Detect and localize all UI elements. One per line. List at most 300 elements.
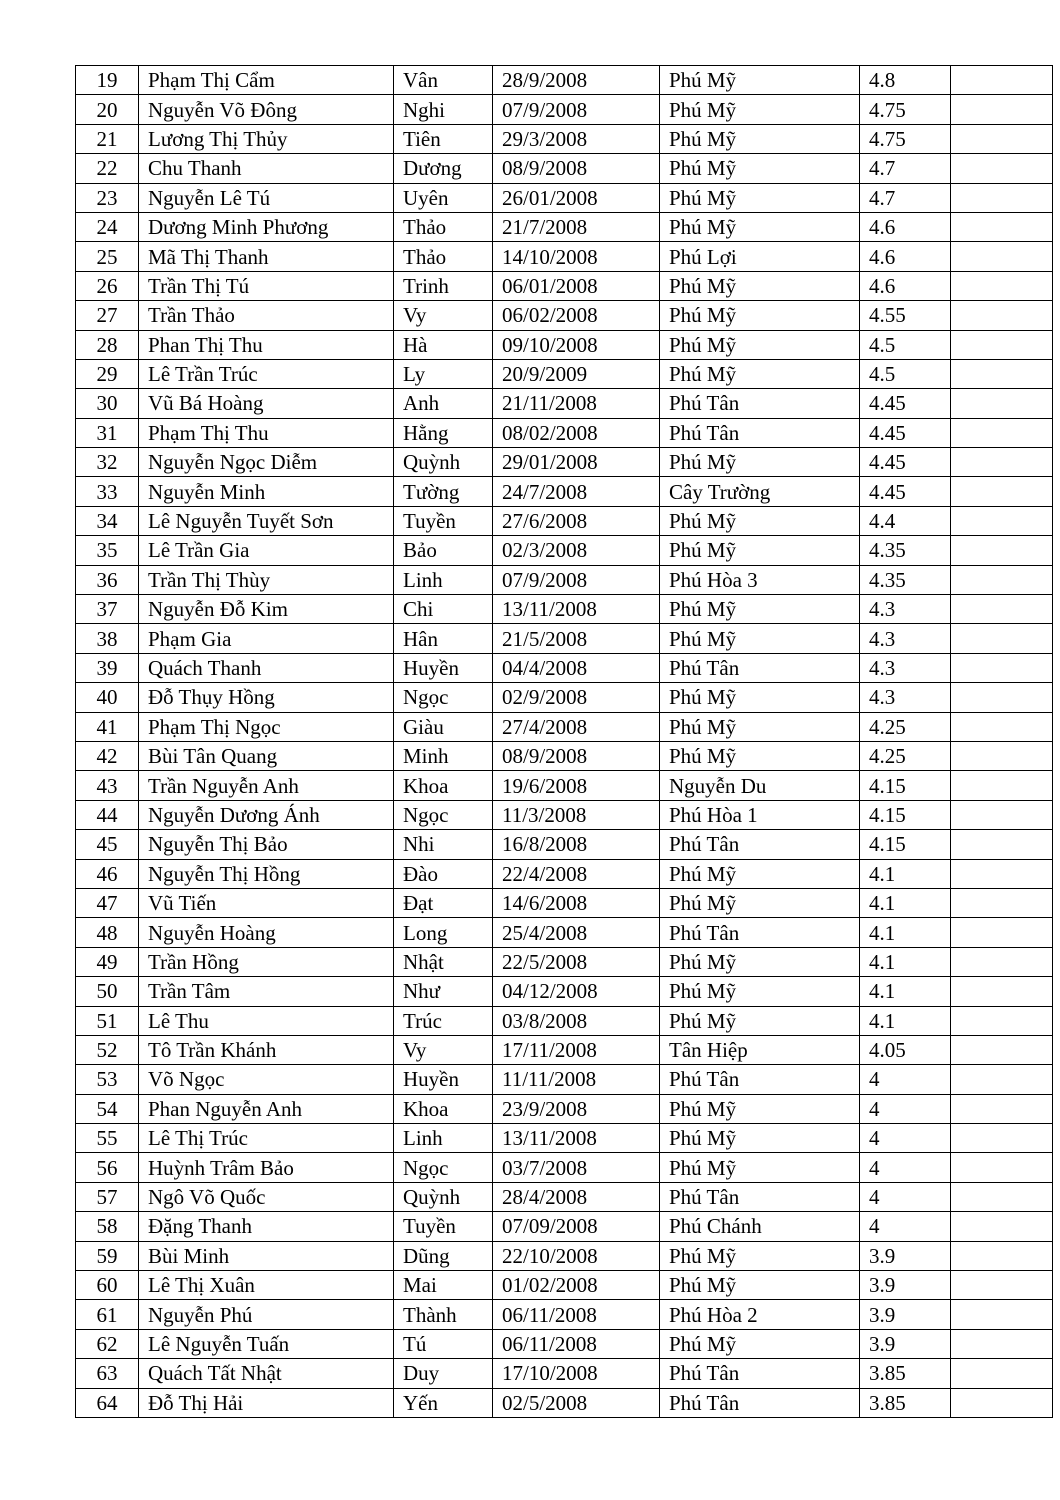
cell-truong: Phú Mỹ — [660, 66, 860, 95]
cell-diem: 3.85 — [860, 1388, 951, 1417]
cell-stt: 40 — [76, 683, 139, 712]
cell-ho-lot: Trần Hồng — [139, 947, 394, 976]
cell-ghi-chu — [951, 595, 1053, 624]
table-row — [76, 1212, 1053, 1241]
cell-ghi-chu — [951, 154, 1053, 183]
cell-truong: Phú Tân — [660, 418, 860, 447]
cell-ho-lot: Trần Tâm — [139, 977, 394, 1006]
cell-ghi-chu — [951, 1300, 1053, 1329]
cell-diem: 4.35 — [860, 565, 951, 594]
cell-ten: Đạt — [394, 888, 493, 917]
cell-diem: 4 — [860, 1212, 951, 1241]
cell-ho-lot: Ngô Võ Quốc — [139, 1182, 394, 1211]
cell-diem: 3.9 — [860, 1271, 951, 1300]
cell-stt: 30 — [76, 389, 139, 418]
table-row — [76, 271, 1053, 300]
cell-ho-lot: Lê Thu — [139, 1006, 394, 1035]
cell-diem: 4 — [860, 1124, 951, 1153]
table-row — [76, 683, 1053, 712]
cell-ho-lot: Nguyễn Thị Bảo — [139, 830, 394, 859]
cell-ten: Linh — [394, 1124, 493, 1153]
cell-ngay-sinh: 21/7/2008 — [493, 212, 660, 241]
cell-ten: Trinh — [394, 271, 493, 300]
table-row — [76, 888, 1053, 917]
cell-ghi-chu — [951, 888, 1053, 917]
cell-ngay-sinh: 02/5/2008 — [493, 1388, 660, 1417]
table-row — [76, 1388, 1053, 1417]
cell-ghi-chu — [951, 506, 1053, 535]
table-row — [76, 1182, 1053, 1211]
table-row — [76, 301, 1053, 330]
cell-ngay-sinh: 14/6/2008 — [493, 888, 660, 917]
cell-truong: Phú Tân — [660, 653, 860, 682]
cell-stt: 32 — [76, 448, 139, 477]
cell-ten: Mai — [394, 1271, 493, 1300]
cell-ten: Linh — [394, 565, 493, 594]
table-row — [76, 712, 1053, 741]
cell-ngay-sinh: 06/01/2008 — [493, 271, 660, 300]
cell-stt: 62 — [76, 1329, 139, 1358]
cell-diem: 4.3 — [860, 595, 951, 624]
cell-diem: 3.9 — [860, 1329, 951, 1358]
table-row — [76, 859, 1053, 888]
cell-ghi-chu — [951, 918, 1053, 947]
cell-truong: Phú Chánh — [660, 1212, 860, 1241]
cell-ghi-chu — [951, 1271, 1053, 1300]
cell-diem: 4.1 — [860, 1006, 951, 1035]
cell-ten: Tiên — [394, 124, 493, 153]
table-row — [76, 918, 1053, 947]
cell-diem: 4.15 — [860, 830, 951, 859]
cell-ho-lot: Trần Thị Tú — [139, 271, 394, 300]
cell-truong: Phú Hòa 1 — [660, 800, 860, 829]
cell-diem: 4.35 — [860, 536, 951, 565]
cell-truong: Phú Mỹ — [660, 859, 860, 888]
table-row — [76, 1241, 1053, 1270]
cell-ghi-chu — [951, 95, 1053, 124]
cell-stt: 35 — [76, 536, 139, 565]
table-row — [76, 124, 1053, 153]
cell-ngay-sinh: 07/9/2008 — [493, 95, 660, 124]
cell-diem: 4.15 — [860, 771, 951, 800]
cell-stt: 28 — [76, 330, 139, 359]
cell-ho-lot: Lê Thị Trúc — [139, 1124, 394, 1153]
cell-ten: Huyền — [394, 1065, 493, 1094]
cell-diem: 4.1 — [860, 859, 951, 888]
cell-truong: Phú Mỹ — [660, 359, 860, 388]
cell-ten: Vân — [394, 66, 493, 95]
cell-ten: Như — [394, 977, 493, 1006]
cell-ho-lot: Phan Thị Thu — [139, 330, 394, 359]
cell-diem: 4 — [860, 1094, 951, 1123]
cell-ho-lot: Nguyễn Ngọc Diễm — [139, 448, 394, 477]
cell-stt: 24 — [76, 212, 139, 241]
cell-truong: Phú Tân — [660, 1065, 860, 1094]
table-row — [76, 66, 1053, 95]
cell-ngay-sinh: 08/9/2008 — [493, 741, 660, 770]
cell-diem: 3.9 — [860, 1241, 951, 1270]
cell-ghi-chu — [951, 124, 1053, 153]
table-row — [76, 624, 1053, 653]
cell-ten: Ngọc — [394, 683, 493, 712]
cell-diem: 4.1 — [860, 918, 951, 947]
cell-diem: 4.1 — [860, 888, 951, 917]
cell-stt: 61 — [76, 1300, 139, 1329]
cell-ho-lot: Nguyễn Minh — [139, 477, 394, 506]
cell-ghi-chu — [951, 800, 1053, 829]
cell-truong: Phú Mỹ — [660, 154, 860, 183]
cell-diem: 4.55 — [860, 301, 951, 330]
table-row — [76, 977, 1053, 1006]
cell-ho-lot: Nguyễn Phú — [139, 1300, 394, 1329]
cell-stt: 51 — [76, 1006, 139, 1035]
table-row — [76, 1124, 1053, 1153]
cell-ghi-chu — [951, 1359, 1053, 1388]
cell-ngay-sinh: 27/6/2008 — [493, 506, 660, 535]
cell-truong: Phú Mỹ — [660, 95, 860, 124]
cell-ghi-chu — [951, 1153, 1053, 1182]
cell-diem: 4.7 — [860, 154, 951, 183]
cell-ghi-chu — [951, 1094, 1053, 1123]
cell-stt: 58 — [76, 1212, 139, 1241]
cell-ten: Uyên — [394, 183, 493, 212]
cell-ghi-chu — [951, 683, 1053, 712]
cell-diem: 4.45 — [860, 389, 951, 418]
cell-truong: Phú Mỹ — [660, 683, 860, 712]
table-row — [76, 565, 1053, 594]
cell-truong: Nguyễn Du — [660, 771, 860, 800]
cell-ngay-sinh: 04/12/2008 — [493, 977, 660, 1006]
cell-truong: Phú Mỹ — [660, 712, 860, 741]
cell-ngay-sinh: 17/11/2008 — [493, 1035, 660, 1064]
cell-ho-lot: Lê Trần Gia — [139, 536, 394, 565]
cell-truong: Phú Hòa 3 — [660, 565, 860, 594]
cell-ten: Ly — [394, 359, 493, 388]
cell-stt: 54 — [76, 1094, 139, 1123]
cell-ghi-chu — [951, 1006, 1053, 1035]
table-row — [76, 389, 1053, 418]
cell-ho-lot: Quách Tất Nhật — [139, 1359, 394, 1388]
cell-ngay-sinh: 01/02/2008 — [493, 1271, 660, 1300]
table-row — [76, 595, 1053, 624]
cell-ghi-chu — [951, 1388, 1053, 1417]
cell-ngay-sinh: 07/9/2008 — [493, 565, 660, 594]
cell-ghi-chu — [951, 301, 1053, 330]
cell-ghi-chu — [951, 653, 1053, 682]
cell-diem: 4.8 — [860, 66, 951, 95]
cell-stt: 50 — [76, 977, 139, 1006]
cell-ho-lot: Tô Trần Khánh — [139, 1035, 394, 1064]
cell-truong: Phú Lợi — [660, 242, 860, 271]
cell-truong: Phú Mỹ — [660, 1241, 860, 1270]
cell-ten: Dũng — [394, 1241, 493, 1270]
cell-truong: Phú Mỹ — [660, 448, 860, 477]
cell-stt: 47 — [76, 888, 139, 917]
cell-diem: 4.75 — [860, 95, 951, 124]
cell-ghi-chu — [951, 859, 1053, 888]
cell-ghi-chu — [951, 565, 1053, 594]
cell-diem: 4.6 — [860, 242, 951, 271]
table-row — [76, 183, 1053, 212]
cell-ho-lot: Nguyễn Đỗ Kim — [139, 595, 394, 624]
cell-ngay-sinh: 29/3/2008 — [493, 124, 660, 153]
cell-ho-lot: Nguyễn Thị Hồng — [139, 859, 394, 888]
cell-ghi-chu — [951, 741, 1053, 770]
cell-ghi-chu — [951, 1065, 1053, 1094]
cell-truong: Phú Hòa 2 — [660, 1300, 860, 1329]
cell-stt: 29 — [76, 359, 139, 388]
cell-ho-lot: Phan Nguyễn Anh — [139, 1094, 394, 1123]
cell-diem: 4.05 — [860, 1035, 951, 1064]
cell-ngay-sinh: 08/02/2008 — [493, 418, 660, 447]
cell-ghi-chu — [951, 477, 1053, 506]
cell-ho-lot: Vũ Tiến — [139, 888, 394, 917]
cell-ten: Quỳnh — [394, 448, 493, 477]
cell-ten: Dương — [394, 154, 493, 183]
cell-ngay-sinh: 13/11/2008 — [493, 1124, 660, 1153]
cell-diem: 4.6 — [860, 212, 951, 241]
cell-ten: Bảo — [394, 536, 493, 565]
cell-ghi-chu — [951, 418, 1053, 447]
cell-truong: Phú Mỹ — [660, 506, 860, 535]
cell-ghi-chu — [951, 947, 1053, 976]
cell-diem: 4.6 — [860, 271, 951, 300]
table-row — [76, 448, 1053, 477]
cell-truong: Phú Mỹ — [660, 977, 860, 1006]
cell-diem: 4.45 — [860, 418, 951, 447]
cell-ngay-sinh: 27/4/2008 — [493, 712, 660, 741]
cell-ten: Đào — [394, 859, 493, 888]
cell-ngay-sinh: 06/02/2008 — [493, 301, 660, 330]
cell-stt: 31 — [76, 418, 139, 447]
table-row — [76, 653, 1053, 682]
cell-ghi-chu — [951, 1212, 1053, 1241]
table-row — [76, 800, 1053, 829]
cell-ten: Chi — [394, 595, 493, 624]
cell-ho-lot: Nguyễn Lê Tú — [139, 183, 394, 212]
cell-ten: Tuyền — [394, 506, 493, 535]
cell-diem: 4.3 — [860, 624, 951, 653]
table-row — [76, 1006, 1053, 1035]
cell-ngay-sinh: 06/11/2008 — [493, 1300, 660, 1329]
cell-ten: Nghi — [394, 95, 493, 124]
cell-ghi-chu — [951, 1241, 1053, 1270]
cell-ten: Nhật — [394, 947, 493, 976]
cell-ho-lot: Đặng Thanh — [139, 1212, 394, 1241]
cell-ngay-sinh: 11/3/2008 — [493, 800, 660, 829]
cell-stt: 26 — [76, 271, 139, 300]
cell-truong: Phú Mỹ — [660, 271, 860, 300]
cell-ho-lot: Nguyễn Dương Ánh — [139, 800, 394, 829]
cell-ngay-sinh: 03/8/2008 — [493, 1006, 660, 1035]
cell-ghi-chu — [951, 66, 1053, 95]
student-table-body — [76, 66, 1053, 1418]
table-row — [76, 1094, 1053, 1123]
cell-truong: Phú Mỹ — [660, 1329, 860, 1358]
cell-stt: 42 — [76, 741, 139, 770]
cell-stt: 53 — [76, 1065, 139, 1094]
cell-stt: 57 — [76, 1182, 139, 1211]
cell-diem: 4.25 — [860, 712, 951, 741]
table-row — [76, 536, 1053, 565]
cell-ghi-chu — [951, 1035, 1053, 1064]
cell-stt: 56 — [76, 1153, 139, 1182]
cell-ho-lot: Trần Nguyễn Anh — [139, 771, 394, 800]
cell-ho-lot: Phạm Thị Thu — [139, 418, 394, 447]
cell-ngay-sinh: 22/4/2008 — [493, 859, 660, 888]
cell-ten: Anh — [394, 389, 493, 418]
cell-diem: 4.4 — [860, 506, 951, 535]
cell-diem: 4.15 — [860, 800, 951, 829]
cell-ten: Hà — [394, 330, 493, 359]
cell-ho-lot: Nguyễn Hoàng — [139, 918, 394, 947]
cell-ten: Nhi — [394, 830, 493, 859]
cell-ho-lot: Đỗ Thụy Hồng — [139, 683, 394, 712]
cell-ten: Minh — [394, 741, 493, 770]
cell-ho-lot: Vũ Bá Hoàng — [139, 389, 394, 418]
cell-ghi-chu — [951, 536, 1053, 565]
cell-ho-lot: Lê Thị Xuân — [139, 1271, 394, 1300]
cell-ten: Thành — [394, 1300, 493, 1329]
cell-ngay-sinh: 08/9/2008 — [493, 154, 660, 183]
cell-ho-lot: Quách Thanh — [139, 653, 394, 682]
cell-ngay-sinh: 21/5/2008 — [493, 624, 660, 653]
cell-stt: 37 — [76, 595, 139, 624]
cell-ngay-sinh: 14/10/2008 — [493, 242, 660, 271]
cell-truong: Phú Mỹ — [660, 301, 860, 330]
cell-truong: Phú Mỹ — [660, 1153, 860, 1182]
cell-stt: 43 — [76, 771, 139, 800]
cell-truong: Phú Tân — [660, 1359, 860, 1388]
table-row — [76, 771, 1053, 800]
cell-truong: Phú Mỹ — [660, 1094, 860, 1123]
table-row — [76, 95, 1053, 124]
cell-ten: Tuyền — [394, 1212, 493, 1241]
table-row — [76, 212, 1053, 241]
cell-ho-lot: Lê Trần Trúc — [139, 359, 394, 388]
table-row — [76, 1329, 1053, 1358]
table-row — [76, 1300, 1053, 1329]
table-row — [76, 330, 1053, 359]
cell-diem: 4 — [860, 1153, 951, 1182]
cell-ho-lot: Bùi Tân Quang — [139, 741, 394, 770]
cell-ghi-chu — [951, 1124, 1053, 1153]
cell-ten: Khoa — [394, 1094, 493, 1123]
cell-diem: 4 — [860, 1182, 951, 1211]
cell-ghi-chu — [951, 448, 1053, 477]
cell-stt: 63 — [76, 1359, 139, 1388]
cell-ngay-sinh: 26/01/2008 — [493, 183, 660, 212]
cell-ho-lot: Đỗ Thị Hải — [139, 1388, 394, 1417]
cell-ngay-sinh: 11/11/2008 — [493, 1065, 660, 1094]
cell-ten: Tú — [394, 1329, 493, 1358]
cell-stt: 38 — [76, 624, 139, 653]
cell-ho-lot: Lê Nguyễn Tuyết Sơn — [139, 506, 394, 535]
cell-stt: 52 — [76, 1035, 139, 1064]
cell-ghi-chu — [951, 359, 1053, 388]
cell-stt: 25 — [76, 242, 139, 271]
cell-ghi-chu — [951, 830, 1053, 859]
cell-ho-lot: Trần Thị Thùy — [139, 565, 394, 594]
cell-diem: 3.9 — [860, 1300, 951, 1329]
cell-ghi-chu — [951, 242, 1053, 271]
cell-ghi-chu — [951, 771, 1053, 800]
cell-truong: Phú Mỹ — [660, 947, 860, 976]
cell-ngay-sinh: 17/10/2008 — [493, 1359, 660, 1388]
cell-ten: Vy — [394, 1035, 493, 1064]
table-row — [76, 242, 1053, 271]
cell-ngay-sinh: 29/01/2008 — [493, 448, 660, 477]
cell-ghi-chu — [951, 183, 1053, 212]
cell-truong: Phú Mỹ — [660, 741, 860, 770]
table-row — [76, 506, 1053, 535]
cell-truong: Phú Mỹ — [660, 624, 860, 653]
cell-diem: 4.25 — [860, 741, 951, 770]
cell-ten: Khoa — [394, 771, 493, 800]
cell-stt: 60 — [76, 1271, 139, 1300]
cell-stt: 27 — [76, 301, 139, 330]
cell-ngay-sinh: 25/4/2008 — [493, 918, 660, 947]
cell-ten: Ngọc — [394, 1153, 493, 1182]
cell-ghi-chu — [951, 212, 1053, 241]
cell-ten: Huyền — [394, 653, 493, 682]
table-row — [76, 359, 1053, 388]
cell-diem: 4.45 — [860, 477, 951, 506]
cell-diem: 4.5 — [860, 330, 951, 359]
cell-truong: Phú Tân — [660, 1388, 860, 1417]
cell-stt: 59 — [76, 1241, 139, 1270]
cell-ghi-chu — [951, 389, 1053, 418]
cell-stt: 44 — [76, 800, 139, 829]
cell-ngay-sinh: 04/4/2008 — [493, 653, 660, 682]
cell-stt: 23 — [76, 183, 139, 212]
cell-truong: Phú Mỹ — [660, 124, 860, 153]
table-row — [76, 477, 1053, 506]
cell-truong: Phú Mỹ — [660, 1124, 860, 1153]
cell-ho-lot: Phạm Gia — [139, 624, 394, 653]
cell-ngay-sinh: 28/9/2008 — [493, 66, 660, 95]
cell-ten: Yến — [394, 1388, 493, 1417]
table-row — [76, 1153, 1053, 1182]
cell-ngay-sinh: 13/11/2008 — [493, 595, 660, 624]
cell-ghi-chu — [951, 271, 1053, 300]
cell-diem: 4.1 — [860, 947, 951, 976]
cell-ngay-sinh: 03/7/2008 — [493, 1153, 660, 1182]
cell-ho-lot: Phạm Thị Ngọc — [139, 712, 394, 741]
cell-truong: Phú Tân — [660, 830, 860, 859]
cell-ten: Vy — [394, 301, 493, 330]
cell-ngay-sinh: 23/9/2008 — [493, 1094, 660, 1123]
cell-ngay-sinh: 16/8/2008 — [493, 830, 660, 859]
cell-truong: Phú Tân — [660, 918, 860, 947]
cell-ho-lot: Mã Thị Thanh — [139, 242, 394, 271]
cell-diem: 4.1 — [860, 977, 951, 1006]
cell-ngay-sinh: 09/10/2008 — [493, 330, 660, 359]
cell-stt: 22 — [76, 154, 139, 183]
cell-ho-lot: Chu Thanh — [139, 154, 394, 183]
cell-stt: 20 — [76, 95, 139, 124]
cell-stt: 34 — [76, 506, 139, 535]
cell-ten: Duy — [394, 1359, 493, 1388]
table-row — [76, 741, 1053, 770]
cell-ghi-chu — [951, 1329, 1053, 1358]
cell-ngay-sinh: 02/9/2008 — [493, 683, 660, 712]
cell-ten: Long — [394, 918, 493, 947]
student-score-table — [75, 65, 1053, 1418]
cell-stt: 41 — [76, 712, 139, 741]
table-row — [76, 1035, 1053, 1064]
cell-ten: Ngọc — [394, 800, 493, 829]
